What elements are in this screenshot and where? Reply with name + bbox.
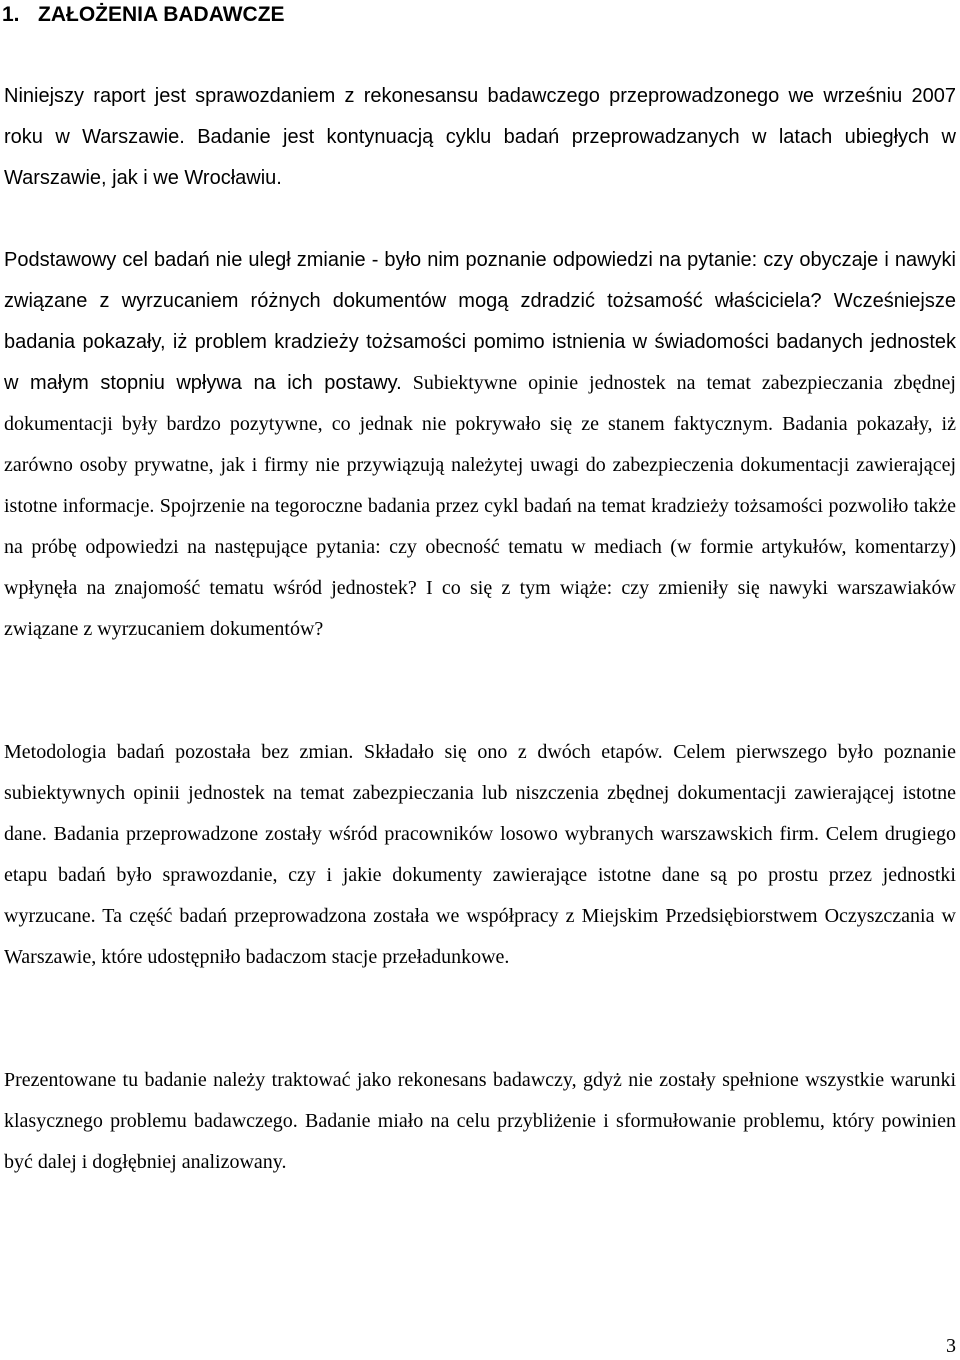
paragraph-reconnaissance: Prezentowane tu badanie należy traktować jako rekonesans badawczy, gdyż nie zostały spełnione wszystkie warunki klasycznego problemu badawczego. Badanie miało na celu przybliżenie i sformułowanie problemu, który powinien być dalej i dogłębniej analizowany.: [4, 1069, 956, 1173]
paragraph-research-goal-part-b: Subiektywne opinie jednostek na temat zabezpieczania zbędnej dokumentacji były bardzo pozytywne, co jednak nie pokrywało się ze stanem faktycznym. Badania pokazały, iż zarówno osoby prywatne, jak i firmy nie przywiązują należytej uwagi do zabezpieczenia dokumentacji zawierającej istotne informacje. Spojrzenie na tegoroczne badania przez cykl badań na temat kradzieży tożsamości pozwoliło także na próbę odpowiedzi na następujące pytania: czy obecność tematu w mediach (w formie artykułów, komentarzy) wpłynęła na znajomość tematu wśród jednostek? I co się z tym wiąże: czy zmieniły się nawyki warszawiaków związane z wyrzucaniem dokumentów?: [4, 372, 956, 640]
paragraph-methodology: Metodologia badań pozostała bez zmian. Składało się ono z dwóch etapów. Celem pierwszego było poznanie subiektywnych opinii jednostek na temat zabezpieczania lub niszczenia zbędnej dokumentacji zawierającej istotne dane. Badania przeprowadzone zostały wśród pracowników losowo wybranych warszawskich firm. Celem drugiego etapu badań było sprawozdanie, czy i jakie dokumenty zawierające istotne dane są po prostu przez jednostki wyrzucane. Ta część badań przeprowadzona została we współpracy z Miejskim Przedsiębiorstwem Oczyszczania w Warszawie, które udostępniło badaczom stacje przeładunkowe.: [4, 741, 956, 968]
section-heading: [0, 2, 285, 28]
paragraph-research-goal-part-a: Podstawowy cel badań nie uległ zmianie - było nim poznanie odpowiedzi na pytanie: czy obyczaje i nawyki związane z wyrzucaniem różnych dokumentów mogą zdradzić tożsamość właściciela? Wcześniejsze badania pokazały, iż problem kradzieży tożsamości pomimo istnienia w świadomości badanych jednostek w małym stopniu wpływa na ich postawy.: [4, 249, 956, 394]
paragraph-intro: Niniejszy raport jest sprawozdaniem z rekonesansu badawczego przeprowadzonego we wrześniu 2007 roku w Warszawie. Badanie jest kontynuacją cyklu badań przeprowadzanych w latach ubiegłych w Warszawie, jak i we Wrocławiu.: [4, 85, 956, 189]
section-title: ZAŁOŻENIA BADAWCZE: [38, 3, 285, 26]
paragraph-research-goal: [4, 240, 956, 650]
page-number: 3: [946, 1335, 956, 1357]
section-number: 1.: [2, 3, 20, 26]
